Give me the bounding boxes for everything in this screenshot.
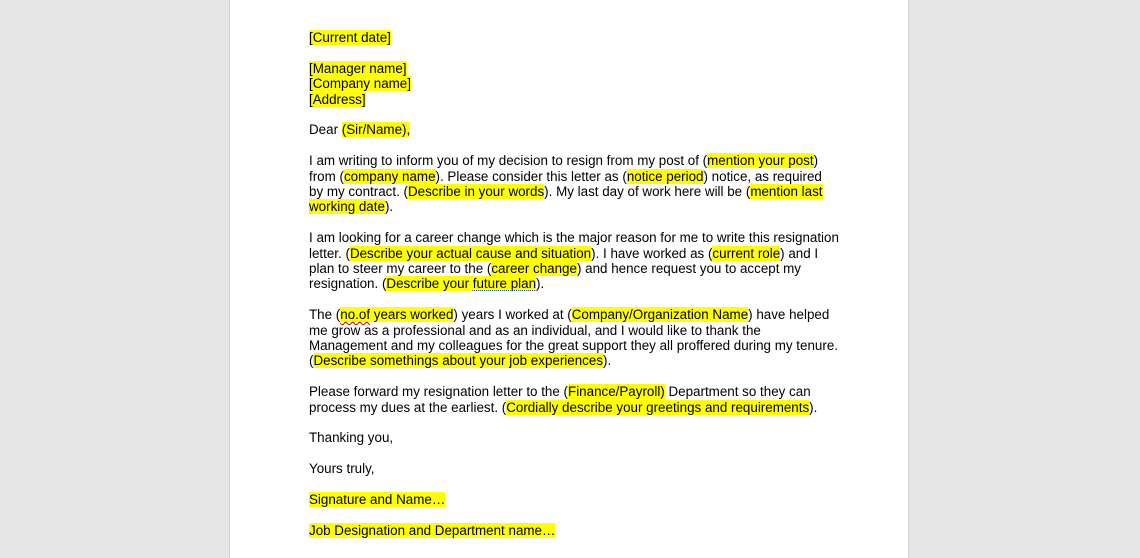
- p2-text: ) and hence request you to accept my resignation. (: [309, 261, 802, 292]
- paragraph-3: [309, 307, 839, 369]
- p3-placeholder-experiences: Describe somethings about your job experiences: [313, 353, 604, 369]
- p1-placeholder-notice: notice period: [626, 168, 704, 184]
- company-placeholder: [Company name]: [309, 76, 411, 92]
- p1-text: ). My last day of work here will be (: [544, 184, 751, 200]
- p1-placeholder-last-date: mention last working date: [309, 184, 823, 215]
- document-page: [229, 0, 909, 558]
- p3-text: ).: [603, 353, 612, 369]
- p1-text: ) notice, as required by my contract. (: [309, 168, 822, 200]
- date-placeholder: [Current date]: [309, 30, 391, 45]
- designation-line: [309, 523, 839, 538]
- p4-text: ).: [809, 399, 818, 415]
- date-line: [309, 30, 839, 45]
- closing-line: Yours truly,: [309, 461, 375, 477]
- p3-placeholder-years: years worked: [370, 307, 454, 323]
- p1-placeholder-post: mention your post: [707, 153, 814, 169]
- p3-placeholder-organization: Company/Organization Name: [571, 307, 749, 323]
- p2-text: ) and I plan to steer my career to the (: [309, 245, 819, 277]
- p2-placeholder-role: current role: [712, 245, 781, 261]
- p1-text: ).: [384, 199, 394, 215]
- manager-placeholder: [Manager name]: [309, 60, 407, 76]
- p1-placeholder-company: company name: [343, 168, 436, 184]
- p1-placeholder-describe: Describe in your words: [407, 184, 545, 200]
- p1-text: ) from (: [309, 153, 819, 184]
- p2-text: ). I have worked as (: [591, 245, 713, 261]
- p2-text: ).: [536, 276, 545, 292]
- p3-text: ) years I worked at (: [453, 307, 572, 323]
- p1-text: ). Please consider this letter as (: [435, 168, 627, 184]
- paragraph-2: [309, 230, 839, 292]
- address-placeholder: [Address]: [309, 91, 366, 107]
- p4-text: Department so they can process my dues at the earliest. (: [309, 384, 811, 415]
- p2-placeholder-career-change: career change: [491, 261, 577, 277]
- p3-placeholder-years-flagged: no.of: [340, 307, 371, 323]
- thanking-line: Thanking you,: [309, 430, 394, 446]
- p3-text: ) have helped me grow as a professional and as an individual, and I would like to thank the Management and my colleagues for the great support they all proffered during my tenure. (: [309, 307, 838, 369]
- signature-placeholder: Signature and Name…: [309, 492, 446, 508]
- p4-placeholder-greetings: Cordially describe your greetings and requirements: [506, 399, 810, 415]
- p1-text: I am writing to inform you of my decision to resign from my post of (: [309, 153, 708, 169]
- salutation: [309, 122, 839, 137]
- letter-body[interactable]: [309, 30, 839, 554]
- paragraph-4: [309, 384, 839, 415]
- p2-placeholder-cause: Describe your actual cause and situation: [349, 245, 592, 261]
- p2-placeholder-plan: Describe your: [386, 276, 473, 292]
- signature-line: [309, 492, 839, 507]
- p2-placeholder-plan-flagged: future plan: [472, 276, 537, 292]
- salutation-placeholder: (Sir/Name),: [341, 122, 411, 138]
- salutation-text: Dear: [309, 122, 342, 138]
- paragraph-1: [309, 153, 839, 215]
- p2-text: I am looking for a career change which is the major reason for me to write this resignation letter. (: [309, 230, 839, 261]
- p4-placeholder-department: Finance/Payroll): [568, 384, 665, 400]
- p3-text: The (: [309, 307, 341, 323]
- designation-placeholder: Job Designation and Department name…: [309, 522, 556, 538]
- recipient-block: [309, 61, 839, 107]
- p4-text: Please forward my resignation letter to the (: [309, 384, 569, 400]
